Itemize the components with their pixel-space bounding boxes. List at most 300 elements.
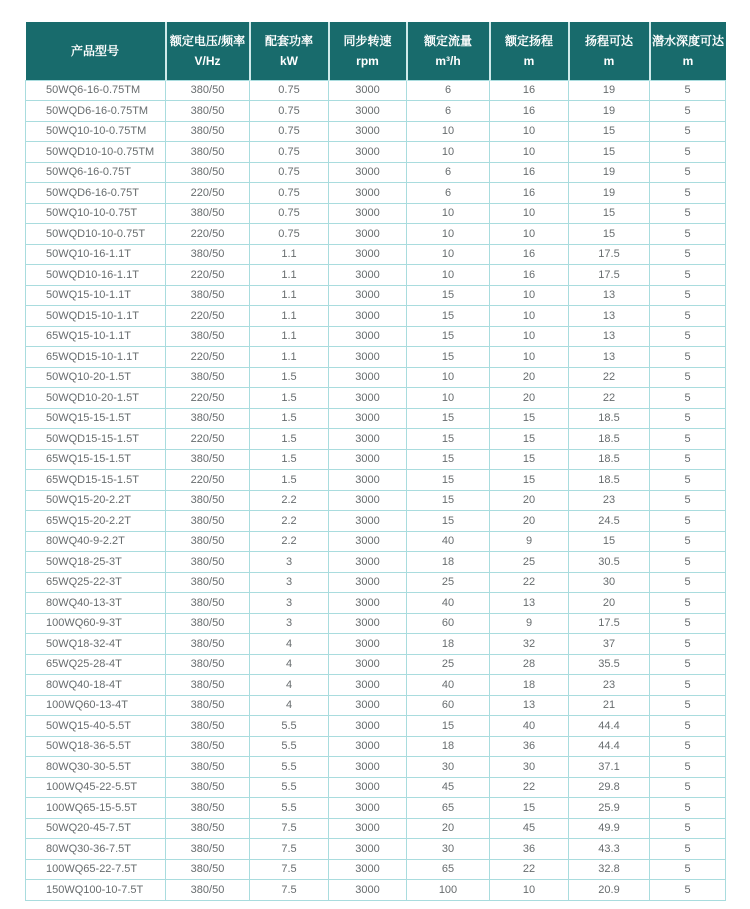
model-cell: 50WQ10-10-0.75T xyxy=(26,203,166,224)
column-title: 额定流量 xyxy=(423,33,472,48)
table-cell: 3000 xyxy=(329,695,407,716)
table-cell: 380/50 xyxy=(166,408,250,429)
table-row xyxy=(26,757,726,778)
model-cell: 80WQ30-30-5.5T xyxy=(26,757,166,778)
model-cell: 50WQD10-10-0.75T xyxy=(26,224,166,245)
table-cell: 25.9 xyxy=(569,798,650,819)
table-cell: 0.75 xyxy=(250,162,329,183)
table-cell: 16 xyxy=(490,183,569,204)
table-cell: 1.5 xyxy=(250,449,329,470)
table-cell: 65 xyxy=(407,798,490,819)
table-cell: 40 xyxy=(407,593,490,614)
table-cell: 1.5 xyxy=(250,408,329,429)
table-cell: 40 xyxy=(490,716,569,737)
table-cell: 3000 xyxy=(329,593,407,614)
table-row xyxy=(26,798,726,819)
table-cell: 5.5 xyxy=(250,777,329,798)
table-row xyxy=(26,80,726,101)
table-cell: 380/50 xyxy=(166,798,250,819)
column-header-6 xyxy=(490,22,569,80)
model-cell: 65WQ15-20-2.2T xyxy=(26,511,166,532)
table-cell: 2.2 xyxy=(250,490,329,511)
table-cell: 10 xyxy=(490,347,569,368)
column-unit: m xyxy=(603,53,615,68)
table-cell: 380/50 xyxy=(166,880,250,901)
table-cell: 3000 xyxy=(329,367,407,388)
table-cell: 13 xyxy=(569,347,650,368)
table-cell: 0.75 xyxy=(250,203,329,224)
table-cell: 3000 xyxy=(329,347,407,368)
column-header-1 xyxy=(26,22,166,80)
table-cell: 220/50 xyxy=(166,347,250,368)
table-cell: 32 xyxy=(490,634,569,655)
table-cell: 44.4 xyxy=(569,716,650,737)
model-cell: 80WQ30-36-7.5T xyxy=(26,839,166,860)
column-unit: V/Hz xyxy=(194,53,221,68)
table-cell: 19 xyxy=(569,162,650,183)
table-cell: 5 xyxy=(650,490,726,511)
table-cell: 3000 xyxy=(329,203,407,224)
table-cell: 18 xyxy=(407,552,490,573)
table-cell: 30 xyxy=(407,757,490,778)
table-cell: 2.2 xyxy=(250,531,329,552)
table-cell: 4 xyxy=(250,634,329,655)
table-cell: 380/50 xyxy=(166,511,250,532)
table-cell: 10 xyxy=(490,121,569,142)
model-cell: 50WQ18-36-5.5T xyxy=(26,736,166,757)
model-cell: 65WQ15-10-1.1T xyxy=(26,326,166,347)
table-cell: 5 xyxy=(650,798,726,819)
column-title: 产品型号 xyxy=(70,43,119,58)
table-row xyxy=(26,408,726,429)
table-cell: 10 xyxy=(407,244,490,265)
table-cell: 4 xyxy=(250,675,329,696)
table-cell: 3000 xyxy=(329,839,407,860)
table-cell: 30.5 xyxy=(569,552,650,573)
table-cell: 3000 xyxy=(329,265,407,286)
table-cell: 15 xyxy=(569,224,650,245)
table-cell: 380/50 xyxy=(166,367,250,388)
table-row xyxy=(26,490,726,511)
table-cell: 15 xyxy=(490,408,569,429)
table-cell: 5 xyxy=(650,757,726,778)
table-cell: 220/50 xyxy=(166,265,250,286)
table-cell: 6 xyxy=(407,101,490,122)
model-cell: 50WQ10-10-0.75TM xyxy=(26,121,166,142)
table-cell: 20 xyxy=(490,490,569,511)
table-cell: 3 xyxy=(250,572,329,593)
table-cell: 5 xyxy=(650,552,726,573)
table-cell: 5 xyxy=(650,306,726,327)
table-cell: 20 xyxy=(490,511,569,532)
table-cell: 1.1 xyxy=(250,326,329,347)
table-row xyxy=(26,654,726,675)
table-row xyxy=(26,244,726,265)
table-cell: 21 xyxy=(569,695,650,716)
table-cell: 1.1 xyxy=(250,265,329,286)
model-cell: 65WQ15-15-1.5T xyxy=(26,449,166,470)
table-cell: 49.9 xyxy=(569,818,650,839)
table-cell: 5 xyxy=(650,880,726,901)
table-cell: 17.5 xyxy=(569,613,650,634)
table-cell: 36 xyxy=(490,839,569,860)
table-cell: 20 xyxy=(490,388,569,409)
table-cell: 24.5 xyxy=(569,511,650,532)
table-row xyxy=(26,695,726,716)
column-header-2 xyxy=(166,22,250,80)
table-cell: 3000 xyxy=(329,859,407,880)
table-cell: 380/50 xyxy=(166,716,250,737)
table-row xyxy=(26,101,726,122)
table-cell: 15 xyxy=(490,449,569,470)
table-row xyxy=(26,572,726,593)
table-cell: 5 xyxy=(650,634,726,655)
table-cell: 5 xyxy=(650,777,726,798)
table-cell: 15 xyxy=(490,798,569,819)
table-cell: 5 xyxy=(650,449,726,470)
table-cell: 5 xyxy=(650,101,726,122)
table-cell: 17.5 xyxy=(569,244,650,265)
table-cell: 6 xyxy=(407,80,490,101)
table-cell: 15 xyxy=(569,142,650,163)
table-cell: 3000 xyxy=(329,716,407,737)
table-cell: 30 xyxy=(407,839,490,860)
column-title: 配套功率 xyxy=(264,33,313,48)
table-cell: 22 xyxy=(569,367,650,388)
table-cell: 3000 xyxy=(329,142,407,163)
table-cell: 220/50 xyxy=(166,429,250,450)
table-cell: 20 xyxy=(490,367,569,388)
table-cell: 3000 xyxy=(329,470,407,491)
column-title: 同步转速 xyxy=(343,33,392,48)
model-cell: 100WQ65-22-7.5T xyxy=(26,859,166,880)
table-row xyxy=(26,449,726,470)
table-cell: 3000 xyxy=(329,531,407,552)
model-cell: 50WQ15-20-2.2T xyxy=(26,490,166,511)
table-cell: 10 xyxy=(407,224,490,245)
table-cell: 5 xyxy=(650,121,726,142)
table-cell: 380/50 xyxy=(166,121,250,142)
table-row xyxy=(26,470,726,491)
table-cell: 15 xyxy=(407,408,490,429)
table-cell: 10 xyxy=(490,306,569,327)
column-unit: m xyxy=(523,53,535,68)
table-cell: 45 xyxy=(490,818,569,839)
header-row xyxy=(26,22,726,80)
model-cell: 65WQD15-15-1.5T xyxy=(26,470,166,491)
model-cell: 80WQ40-9-2.2T xyxy=(26,531,166,552)
table-cell: 19 xyxy=(569,183,650,204)
table-cell: 380/50 xyxy=(166,593,250,614)
table-cell: 15 xyxy=(407,306,490,327)
table-cell: 3000 xyxy=(329,388,407,409)
column-header-7 xyxy=(569,22,650,80)
table-row xyxy=(26,531,726,552)
model-cell: 50WQ15-40-5.5T xyxy=(26,716,166,737)
table-cell: 5 xyxy=(650,736,726,757)
table-cell: 30 xyxy=(569,572,650,593)
model-cell: 50WQ6-16-0.75TM xyxy=(26,80,166,101)
table-cell: 40 xyxy=(407,531,490,552)
table-cell: 65 xyxy=(407,859,490,880)
model-cell: 50WQ18-32-4T xyxy=(26,634,166,655)
column-unit: m³/h xyxy=(435,53,461,68)
table-cell: 5.5 xyxy=(250,798,329,819)
table-cell: 3000 xyxy=(329,798,407,819)
table-cell: 10 xyxy=(490,285,569,306)
table-row xyxy=(26,552,726,573)
table-cell: 3000 xyxy=(329,490,407,511)
table-cell: 15 xyxy=(569,121,650,142)
table-cell: 15 xyxy=(569,531,650,552)
table-cell: 1.5 xyxy=(250,429,329,450)
table-cell: 1.1 xyxy=(250,285,329,306)
table-cell: 3000 xyxy=(329,613,407,634)
model-cell: 50WQ18-25-3T xyxy=(26,552,166,573)
table-cell: 7.5 xyxy=(250,859,329,880)
table-cell: 5 xyxy=(650,695,726,716)
table-cell: 380/50 xyxy=(166,552,250,573)
table-cell: 0.75 xyxy=(250,224,329,245)
table-cell: 380/50 xyxy=(166,859,250,880)
column-title: 额定电压/频率 xyxy=(169,33,246,48)
table-cell: 10 xyxy=(490,326,569,347)
table-cell: 1.1 xyxy=(250,306,329,327)
model-cell: 50WQD15-10-1.1T xyxy=(26,306,166,327)
model-cell: 65WQ25-22-3T xyxy=(26,572,166,593)
table-cell: 1.1 xyxy=(250,347,329,368)
table-cell: 3000 xyxy=(329,80,407,101)
table-cell: 380/50 xyxy=(166,572,250,593)
table-row xyxy=(26,880,726,901)
table-cell: 13 xyxy=(569,306,650,327)
table-cell: 5 xyxy=(650,326,726,347)
model-cell: 100WQ60-13-4T xyxy=(26,695,166,716)
table-cell: 4 xyxy=(250,695,329,716)
table-cell: 380/50 xyxy=(166,80,250,101)
table-cell: 0.75 xyxy=(250,80,329,101)
table-cell: 29.8 xyxy=(569,777,650,798)
table-row xyxy=(26,183,726,204)
table-cell: 37.1 xyxy=(569,757,650,778)
table-cell: 43.3 xyxy=(569,839,650,860)
table-row xyxy=(26,777,726,798)
table-cell: 380/50 xyxy=(166,490,250,511)
table-cell: 20 xyxy=(569,593,650,614)
column-unit: rpm xyxy=(356,53,379,68)
table-cell: 18.5 xyxy=(569,429,650,450)
column-title: 扬程可达 xyxy=(584,33,633,48)
table-cell: 380/50 xyxy=(166,736,250,757)
table-row xyxy=(26,162,726,183)
table-cell: 5 xyxy=(650,80,726,101)
table-cell: 1.5 xyxy=(250,470,329,491)
table-cell: 5 xyxy=(650,839,726,860)
table-cell: 5 xyxy=(650,531,726,552)
table-cell: 25 xyxy=(407,572,490,593)
table-cell: 5.5 xyxy=(250,736,329,757)
model-cell: 50WQD6-16-0.75T xyxy=(26,183,166,204)
table-cell: 18.5 xyxy=(569,449,650,470)
column-header-5 xyxy=(407,22,490,80)
table-cell: 13 xyxy=(490,695,569,716)
table-cell: 380/50 xyxy=(166,203,250,224)
table-cell: 18 xyxy=(490,675,569,696)
table-row xyxy=(26,306,726,327)
table-cell: 3000 xyxy=(329,736,407,757)
model-cell: 80WQ40-13-3T xyxy=(26,593,166,614)
table-cell: 10 xyxy=(407,203,490,224)
table-row xyxy=(26,818,726,839)
table-cell: 5 xyxy=(650,347,726,368)
table-cell: 100 xyxy=(407,880,490,901)
table-cell: 220/50 xyxy=(166,183,250,204)
table-cell: 9 xyxy=(490,531,569,552)
table-cell: 380/50 xyxy=(166,142,250,163)
table-cell: 5.5 xyxy=(250,716,329,737)
table-cell: 5 xyxy=(650,388,726,409)
table-cell: 5 xyxy=(650,470,726,491)
table-header-row xyxy=(26,22,726,80)
table-cell: 1.1 xyxy=(250,244,329,265)
table-cell: 6 xyxy=(407,183,490,204)
table-cell: 18.5 xyxy=(569,408,650,429)
table-cell: 10 xyxy=(407,265,490,286)
table-cell: 5 xyxy=(650,265,726,286)
table-cell: 13 xyxy=(569,285,650,306)
table-cell: 15 xyxy=(490,429,569,450)
table-cell: 3000 xyxy=(329,818,407,839)
table-cell: 3000 xyxy=(329,121,407,142)
table-cell: 15 xyxy=(407,470,490,491)
table-cell: 220/50 xyxy=(166,470,250,491)
table-cell: 13 xyxy=(569,326,650,347)
table-row xyxy=(26,736,726,757)
table-row xyxy=(26,326,726,347)
table-cell: 3000 xyxy=(329,654,407,675)
table-cell: 5 xyxy=(650,859,726,880)
table-cell: 22 xyxy=(490,777,569,798)
table-cell: 5 xyxy=(650,408,726,429)
table-row xyxy=(26,388,726,409)
table-cell: 5 xyxy=(650,203,726,224)
table-cell: 7.5 xyxy=(250,880,329,901)
table-cell: 380/50 xyxy=(166,244,250,265)
table-cell: 30 xyxy=(490,757,569,778)
column-header-4 xyxy=(329,22,407,80)
table-row xyxy=(26,347,726,368)
table-cell: 3000 xyxy=(329,777,407,798)
table-cell: 15 xyxy=(569,203,650,224)
table-cell: 5 xyxy=(650,593,726,614)
table-cell: 3000 xyxy=(329,572,407,593)
table-cell: 15 xyxy=(407,716,490,737)
table-cell: 16 xyxy=(490,244,569,265)
table-cell: 15 xyxy=(407,490,490,511)
table-cell: 3000 xyxy=(329,162,407,183)
table-cell: 5 xyxy=(650,367,726,388)
table-cell: 3000 xyxy=(329,101,407,122)
table-cell: 3000 xyxy=(329,429,407,450)
table-cell: 16 xyxy=(490,162,569,183)
model-cell: 100WQ45-22-5.5T xyxy=(26,777,166,798)
table-cell: 25 xyxy=(407,654,490,675)
table-body xyxy=(26,80,726,900)
table-cell: 3000 xyxy=(329,552,407,573)
table-cell: 3000 xyxy=(329,326,407,347)
table-row xyxy=(26,613,726,634)
table-cell: 16 xyxy=(490,80,569,101)
table-cell: 380/50 xyxy=(166,654,250,675)
table-row xyxy=(26,285,726,306)
model-cell: 50WQD10-20-1.5T xyxy=(26,388,166,409)
table-cell: 3000 xyxy=(329,449,407,470)
table-cell: 15 xyxy=(407,326,490,347)
model-cell: 50WQD10-16-1.1T xyxy=(26,265,166,286)
table-cell: 380/50 xyxy=(166,531,250,552)
table-cell: 15 xyxy=(407,429,490,450)
table-cell: 2.2 xyxy=(250,511,329,532)
table-cell: 60 xyxy=(407,613,490,634)
table-cell: 10 xyxy=(490,224,569,245)
table-cell: 17.5 xyxy=(569,265,650,286)
table-cell: 23 xyxy=(569,490,650,511)
table-cell: 18 xyxy=(407,736,490,757)
table-cell: 3000 xyxy=(329,511,407,532)
table-cell: 3000 xyxy=(329,634,407,655)
model-cell: 65WQD15-10-1.1T xyxy=(26,347,166,368)
table-row xyxy=(26,716,726,737)
table-cell: 10 xyxy=(407,367,490,388)
model-cell: 65WQ25-28-4T xyxy=(26,654,166,675)
table-cell: 18 xyxy=(407,634,490,655)
table-cell: 3000 xyxy=(329,757,407,778)
table-cell: 9 xyxy=(490,613,569,634)
table-row xyxy=(26,634,726,655)
table-cell: 5 xyxy=(650,162,726,183)
table-row xyxy=(26,859,726,880)
table-cell: 5 xyxy=(650,675,726,696)
table-row xyxy=(26,367,726,388)
table-cell: 16 xyxy=(490,101,569,122)
model-cell: 50WQ15-10-1.1T xyxy=(26,285,166,306)
pump-spec-table xyxy=(25,22,726,901)
table-cell: 15 xyxy=(407,347,490,368)
table-cell: 3 xyxy=(250,552,329,573)
model-cell: 50WQD6-16-0.75TM xyxy=(26,101,166,122)
table-cell: 10 xyxy=(407,142,490,163)
table-cell: 28 xyxy=(490,654,569,675)
table-row xyxy=(26,142,726,163)
table-row xyxy=(26,265,726,286)
table-cell: 32.8 xyxy=(569,859,650,880)
model-cell: 50WQ10-16-1.1T xyxy=(26,244,166,265)
table-cell: 45 xyxy=(407,777,490,798)
table-cell: 60 xyxy=(407,695,490,716)
table-cell: 3000 xyxy=(329,285,407,306)
table-cell: 380/50 xyxy=(166,449,250,470)
table-cell: 380/50 xyxy=(166,675,250,696)
table-cell: 380/50 xyxy=(166,757,250,778)
table-cell: 18.5 xyxy=(569,470,650,491)
table-cell: 10 xyxy=(407,388,490,409)
table-row xyxy=(26,429,726,450)
column-title: 潜水深度可达 xyxy=(651,33,724,48)
table-cell: 380/50 xyxy=(166,777,250,798)
table-row xyxy=(26,675,726,696)
table-cell: 380/50 xyxy=(166,634,250,655)
table-cell: 13 xyxy=(490,593,569,614)
